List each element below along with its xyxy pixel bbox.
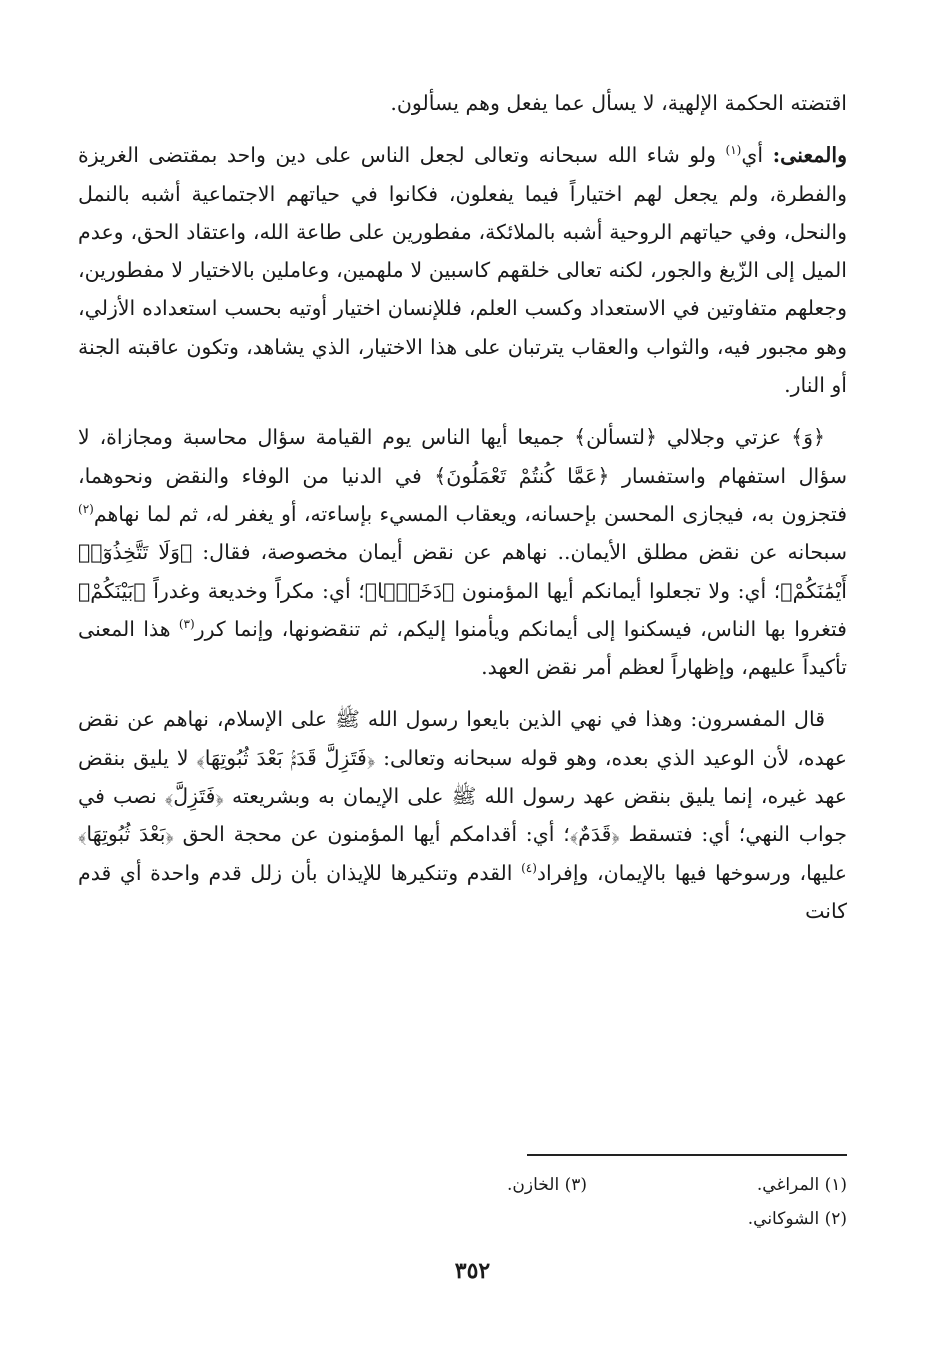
tafsir-text-a: ﴿وَ﴾ عزتي وجلالي ﴿لتسألن﴾ جميعا أيها الناس يوم القيامة سؤال محاسبة ومجازاة، لا سؤال استفهام واستفسار ﴿عَمَّا كُنتُمْ تَعْمَلُونَ﴾ في الدنيا من الوفاء والنقض ونحوهما، فتجزون به، فيجازى المحسن بإحسانه، ويعقاب المسيء بإساءته، أو يغفر له، ثم لما نهاهم (78, 425, 847, 526)
paragraph-tafsir (78, 418, 847, 686)
body-text (78, 84, 847, 930)
footnotes (78, 1168, 847, 1236)
tafsir-text-b: سبحانه عن نقض مطلق الأيمان.. نهاهم عن نقض أيمان مخصوصة، فقال: ﴿وَلَا تَتَّخِذُوٓا۟ أَيْمَٰنَكُمْ﴾؛ أي: ولا تجعلوا أيمانكم أيها المؤمنون ﴿دَخَلًۢا﴾؛ أي: مكراً وخديعة وغدراً ﴿بَيْنَكُمْ﴾ فتغروا بها الناس، فيسكنوا إلى أيمانكم ويأمنوا إليكم، ثم تنقضونها، وإنما كرر (78, 540, 847, 641)
paragraph-meaning (78, 136, 847, 404)
meaning-text-b: ولو شاء الله سبحانه وتعالى لجعل الناس على دين واحد بمقتضى الغريزة والفطرة، ولم يجعل لهم اختياراً فيما يفعلون، فكانوا في حياتهم الاجتماعية أشبه بالنمل والنحل، وفي حياتهم الروحية أشبه بالملائكة، مفطورين على طاعة الله، واعتقاد الحق، وعدم الميل إلى الزّيغ والجور، لكنه تعالى خلقهم كاسبين لا ملهمين، وعاملين بالاختيار لا مفطورين، وجعلهم متفاوتين في الاستعداد وكسب العلم، فللإنسان اختيار أوتيه بحسب استعداده الأزلي، وهو مجبور فيه، والثواب والعقاب يترتبان على هذا الاختيار، الذي يشاهد، وتكون عاقبته الجنة أو النار. (78, 143, 847, 398)
footnote-ref-1[interactable]: (١) (725, 143, 742, 158)
page-number: ٣٥٢ (454, 1258, 491, 1284)
paragraph-commentators (78, 700, 847, 930)
meaning-text-a: أي (741, 143, 773, 168)
footnote-ref-4[interactable]: (٤) (521, 860, 537, 875)
footnote-row-1 (78, 1168, 847, 1202)
paragraph-1 (78, 84, 847, 122)
footnote-ref-3[interactable]: (٣) (178, 617, 195, 632)
footnote-2: (٢) الشوكاني. (747, 1209, 847, 1229)
footnote-ref-2[interactable]: (٢) (78, 502, 94, 517)
commentators-text-b: القدم وتنكيرها للإيذان بأن زلل قدم واحدة أي قدم كانت (78, 860, 847, 923)
footnote-row-2 (78, 1202, 847, 1236)
footnote-1: (١) المراغي. (756, 1175, 847, 1195)
tafsir-text-c: هذا المعنى تأكيداً عليهم، وإظهاراً لعظم أمر نقض العهد. (78, 616, 847, 680)
meaning-heading: والمعنى: (772, 143, 847, 168)
footnote-separator (527, 1154, 847, 1156)
commentators-text-a: قال المفسرون: وهذا في نهي الذين بايعوا رسول الله ﷺ على الإسلام، نهاهم عن نقض عهده، لأن الوعيد الذي بعده، وهو قوله سبحانه وتعالى: ﴿فَتَزِلَّ قَدَمٌۢ بَعْدَ ثُبُوتِهَا﴾ لا يليق بنقض عهد غيره، إنما يليق بنقض عهد رسول الله ﷺ على الإيمان به وبشريعته ﴿فَتَزِلَّ﴾ نصب في جواب النهي؛ أي: فتسقط ﴿قَدَمٌ﴾؛ أي: أقدامكم أيها المؤمنون عن محجة الحق ﴿بَعْدَ ثُبُوتِهَا﴾ عليها، ورسوخها فيها بالإيمان، وإفراد (78, 707, 847, 885)
paragraph-1-text: اقتضته الحكمة الإلهية، لا يسأل عما يفعل وهم يسألون. (390, 91, 847, 115)
footnote-3: (٣) الخازن. (507, 1175, 587, 1195)
